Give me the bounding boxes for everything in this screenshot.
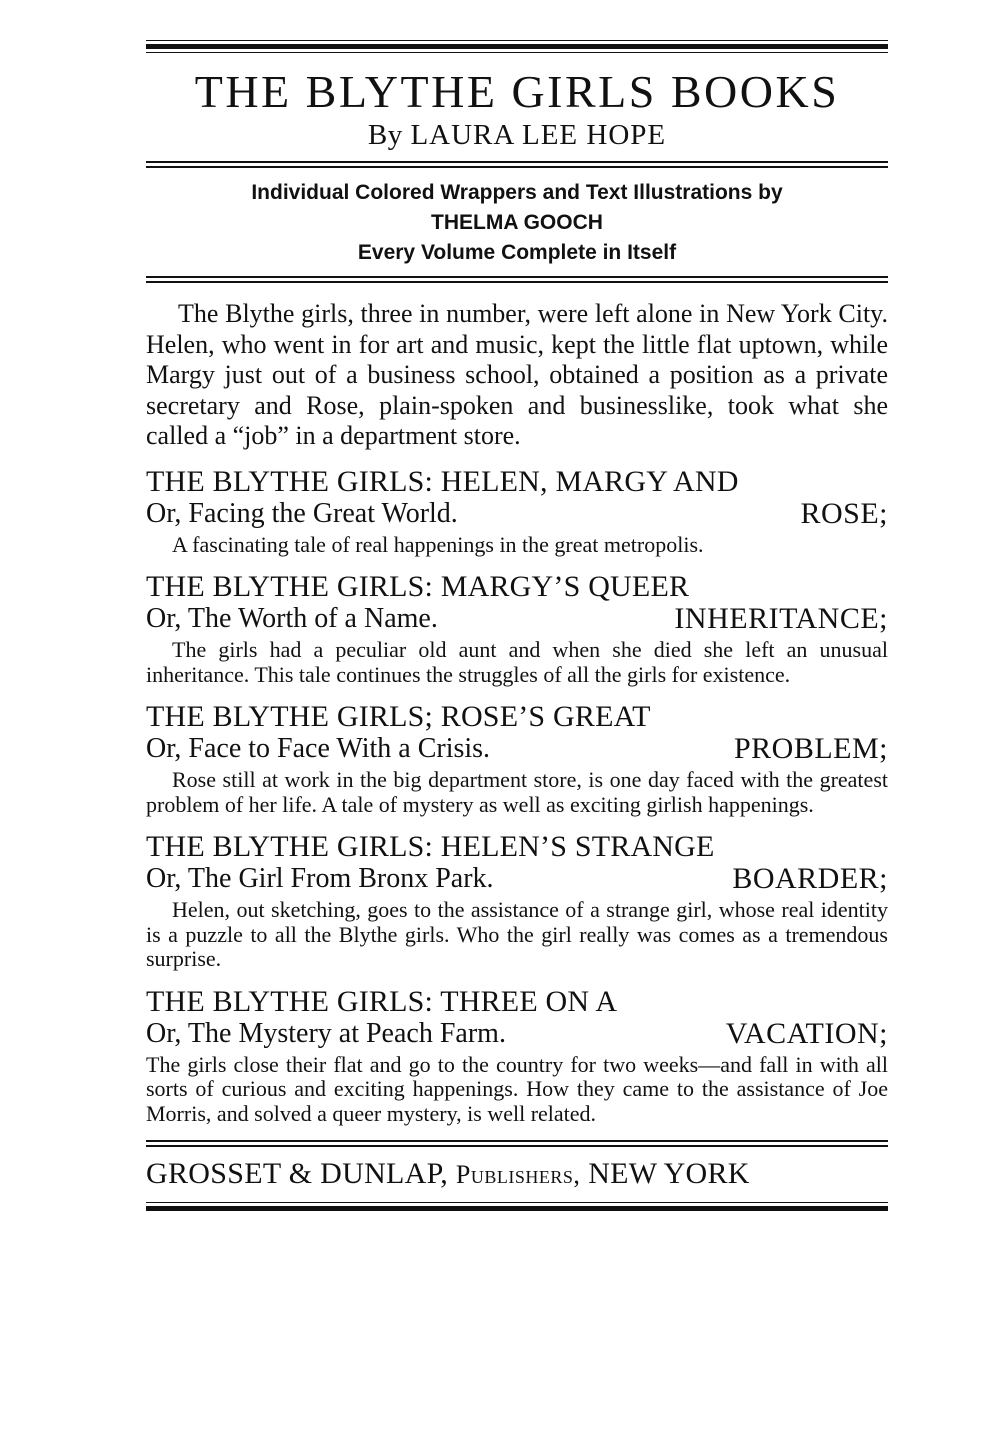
book-subtitle-row [146, 733, 888, 765]
complete-volume-note: Every Volume Complete in Itself [357, 241, 677, 264]
book-title: THE BLYTHE GIRLS: MARGY’S QUEER [146, 570, 690, 603]
book-title-end: INHERITANCE; [674, 602, 888, 635]
top-rule-group [146, 40, 888, 53]
book-subtitle: Or, Face to Face With a Crisis. [146, 733, 491, 764]
book-title: THE BLYTHE GIRLS: HELEN’S STRANGE [146, 830, 715, 863]
book-title: THE BLYTHE GIRLS: THREE ON A [146, 984, 618, 1018]
divider-rule [146, 276, 888, 283]
book-subtitle-row [146, 863, 888, 895]
book-title-end: BOARDER; [732, 862, 888, 895]
divider-rule [146, 161, 888, 168]
publisher-line [146, 1157, 888, 1192]
book-subtitle-row [146, 603, 888, 635]
publisher-role: Publishers, [455, 1160, 581, 1189]
book-subtitle-row [146, 1018, 888, 1050]
publisher-name: GROSSET & DUNLAP, [146, 1157, 449, 1190]
book-subtitle-row [146, 498, 888, 530]
footer-top-rule [146, 1140, 888, 1147]
book-entry [146, 986, 888, 1127]
book-description: Rose still at work in the big department store, is one day faced with the greatest problem of her life. A tale of mystery as well as exciting girlish happenings. [146, 767, 888, 817]
book-entry [146, 831, 888, 972]
book-entry [146, 701, 888, 817]
book-list [146, 466, 888, 1127]
advertisement-page [146, 40, 888, 1211]
intro-text: The Blythe girls, three in number, were left alone in New York City. Helen, who went in for art and music, kept the little flat uptown, while Margy just out of a business school, obtained a position as a private secretary and Rose, plain-spoken and businesslike, took what she called a “job” in a department store. [146, 299, 888, 450]
book-description: The girls had a peculiar old aunt and when she died she left an unusual inheritance. This tale continues the struggles of all the girls for existence. [146, 637, 888, 687]
publisher-city: NEW YORK [588, 1157, 750, 1190]
book-title-end: PROBLEM; [733, 732, 888, 765]
illustrator-name: THELMA GOOCH [431, 211, 603, 234]
bottom-heavy-rule [146, 1206, 888, 1211]
book-description: A fascinating tale of real happenings in the great metropolis. [172, 531, 704, 557]
page-title: THE BLYTHE GIRLS BOOKS [194, 66, 840, 117]
author-name: LAURA LEE HOPE [410, 119, 667, 151]
top-thin-rule-lower [146, 52, 888, 53]
book-description: Helen, out sketching, goes to the assistance of a strange girl, whose real identity is a puzzle to all the Blythe girls. Who the girl really was comes as a tremendous surprise. [146, 897, 888, 971]
book-title-end: ROSE; [800, 496, 888, 530]
book-title-end: VACATION; [725, 1016, 888, 1050]
book-subtitle: Or, Facing the Great World. [146, 497, 458, 529]
bottom-rule-group [146, 1202, 888, 1211]
book-entry [146, 466, 888, 558]
book-entry [146, 571, 888, 687]
book-subtitle: Or, The Worth of a Name. [146, 603, 438, 634]
book-title: THE BLYTHE GIRLS; ROSE’S GREAT [146, 700, 651, 733]
illustrations-line-1: Individual Colored Wrappers and Text Illustrations by [251, 181, 783, 204]
book-description: The girls close their flat and go to the country for two weeks—and fall in with all sorts of curious and exciting happenings. How they came to the assistance of Joe Morris, and solved a queer mystery, is well related. [146, 1051, 888, 1126]
author-line [146, 119, 888, 151]
illustrations-credit [146, 178, 888, 268]
book-subtitle: Or, The Mystery at Peach Farm. [146, 1017, 506, 1049]
series-introduction [146, 299, 888, 452]
author-prefix: By [367, 119, 403, 151]
book-subtitle: Or, The Girl From Bronx Park. [146, 863, 494, 894]
book-title: THE BLYTHE GIRLS: HELEN, MARGY AND [146, 464, 739, 498]
